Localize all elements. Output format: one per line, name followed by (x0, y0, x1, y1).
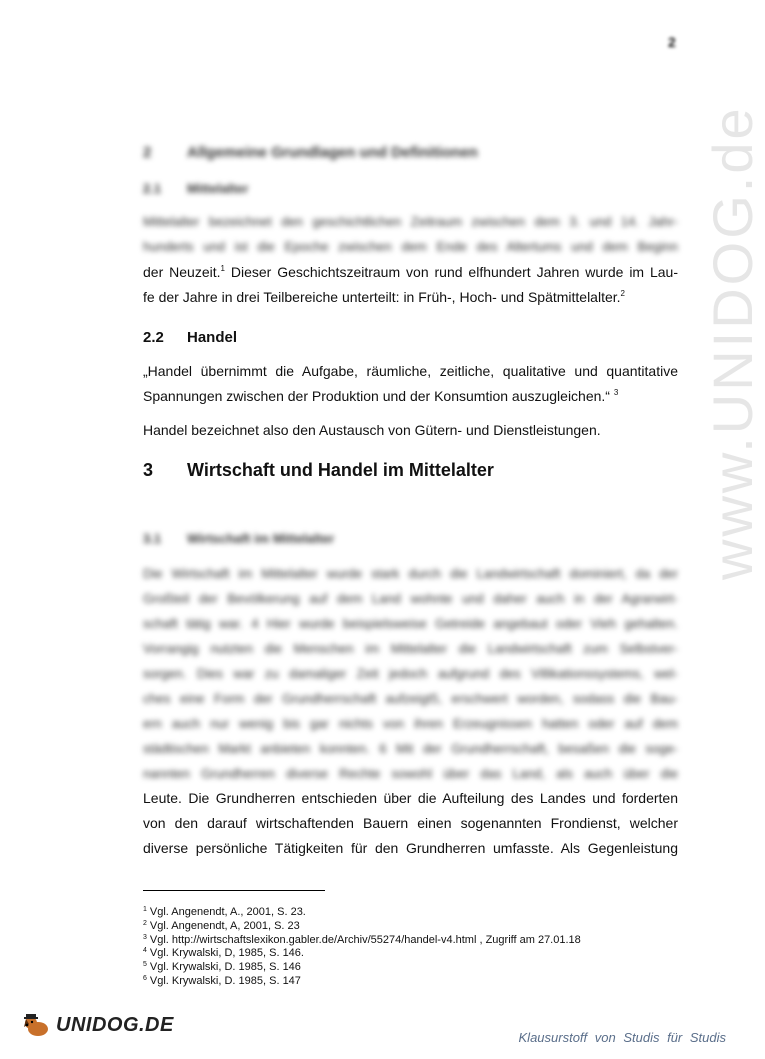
footnote-ref: 1 (220, 264, 225, 273)
paragraph-line: ern auch nur wenig bis gar nichts von ihren Erzeugnissen hatten oder auf dem (143, 716, 678, 731)
paragraph-line: Leute. Die Grundherren entschieden über die Aufteilung des Landes und forderten (143, 790, 678, 806)
heading-number: 3 (143, 460, 154, 480)
paragraph-line (143, 264, 678, 280)
heading-2-1 (143, 181, 248, 196)
footer-slogan: Klausurstoff von Studis für Studis (518, 1030, 726, 1045)
heading-title: Handel (187, 329, 238, 346)
paragraph-line (143, 289, 678, 305)
paragraph-line: schaft tätig war. 4 Hier wurde beispielsweise Getreide angebaut oder Vieh gehalten. (143, 616, 678, 631)
unidog-logo (22, 1012, 174, 1038)
footnote-text: Vgl. Angenendt, A., 2001, S. 23. (149, 906, 306, 918)
logo-text: UNIDOG.DE (56, 1013, 174, 1036)
paragraph-line: Großteil der Bevölkerung auf dem Land wohnte und daher auch in der Agrarwirt- (143, 591, 678, 606)
footnote (143, 975, 301, 987)
watermark: www.UNIDOG.de (701, 105, 764, 580)
footnote-mark: 4 (143, 947, 147, 954)
paragraph-line: sorgen. Dies war zu damaliger Zeit jedoch aufgrund des Villikationssystems, wel- (143, 666, 678, 681)
footnote-mark: 3 (143, 934, 147, 941)
heading-3-1 (143, 531, 334, 546)
dog-icon (22, 1012, 52, 1038)
heading-title: Wirtschaft im Mittelalter (187, 531, 335, 546)
footnote-text: Vgl. Krywalski, D, 1985, S. 146. (149, 947, 304, 959)
paragraph-line: diverse persönliche Tätigkeiten für den Grundherren umfasste. Als Gegenleistung (143, 840, 678, 856)
heading-3 (143, 460, 494, 481)
page-number: 2 (668, 34, 676, 50)
text: Spannungen zwischen der Produktion und der Konsumtion auszugleichen.“ (143, 388, 610, 404)
heading-title: Mittelalter (187, 181, 249, 196)
footnote-divider (143, 890, 325, 891)
footnote (143, 906, 306, 918)
footnote-text: Vgl. Angenendt, A, 2001, S. 23 (149, 920, 300, 932)
quote-line (143, 388, 678, 404)
heading-2-2 (143, 329, 237, 346)
footnote-text: Vgl. Krywalski, D. 1985, S. 147 (149, 975, 301, 987)
footnote-mark: 6 (143, 975, 147, 982)
heading-2 (143, 144, 478, 161)
paragraph-line: Vorrangig nutzten die Menschen im Mittelalter die Landwirtschaft zum Selbstver- (143, 641, 678, 656)
footnote (143, 920, 300, 932)
footnote-mark: 1 (143, 906, 147, 913)
heading-number: 2.2 (143, 329, 164, 346)
paragraph-line: städtischen Markt anbieten konnten. 6 Mit der Grundherrschaft, besaßen die soge- (143, 741, 678, 756)
paragraph-line: ches eine Form der Grundherrschaft aufzeigt5, erschwert worden, sodass die Bau- (143, 691, 678, 706)
footnote (143, 934, 581, 946)
footnote-text: Vgl. http://wirtschaftslexikon.gabler.de/Archiv/55274/handel-v4.html , Zugriff am 27.01.18 (149, 934, 581, 946)
paragraph-line: hunderts und ist die Epoche zwischen dem Ende des Altertums und dem Beginn (143, 239, 678, 254)
heading-number: 2 (143, 144, 152, 161)
text: der Neuzeit. (143, 264, 221, 280)
footnote-ref: 2 (620, 289, 625, 298)
heading-number: 2.1 (143, 181, 162, 196)
heading-title: Wirtschaft und Handel im Mittelalter (187, 460, 494, 480)
footnote (143, 961, 301, 973)
heading-title: Allgemeine Grundlagen und Definitionen (187, 144, 478, 161)
text: Dieser Geschichtszeitraum von rund elfhundert Jahren wurde im Lau- (224, 264, 679, 280)
footnote-ref: 3 (613, 388, 619, 397)
text: fe der Jahre in drei Teilbereiche unterteilt: in Früh-, Hoch- und Spätmittelalter. (143, 289, 621, 305)
footnote-mark: 2 (143, 920, 147, 927)
footnote-text: Vgl. Krywalski, D. 1985, S. 146 (149, 961, 301, 973)
paragraph-line: nannten Grundherren diverse Rechte sowohl über das Land, als auch über die (143, 766, 678, 781)
quote-line: „Handel übernimmt die Aufgabe, räumliche, zeitliche, qualitative und quantitative (143, 363, 678, 379)
paragraph-line: von den darauf wirtschaftenden Bauern einen sogenannten Frondienst, welcher (143, 815, 678, 831)
paragraph-line: Mittelalter bezeichnet den geschichtlichen Zeitraum zwischen dem 3. und 14. Jahr- (143, 214, 678, 229)
footnote-mark: 5 (143, 961, 147, 968)
paragraph-line: Die Wirtschaft im Mittelalter wurde stark durch die Landwirtschaft dominiert, da der (143, 566, 678, 581)
paragraph-line: Handel bezeichnet also den Austausch von Gütern- und Dienstleistungen. (143, 422, 601, 438)
heading-number: 3.1 (143, 531, 162, 546)
footnote (143, 947, 304, 959)
